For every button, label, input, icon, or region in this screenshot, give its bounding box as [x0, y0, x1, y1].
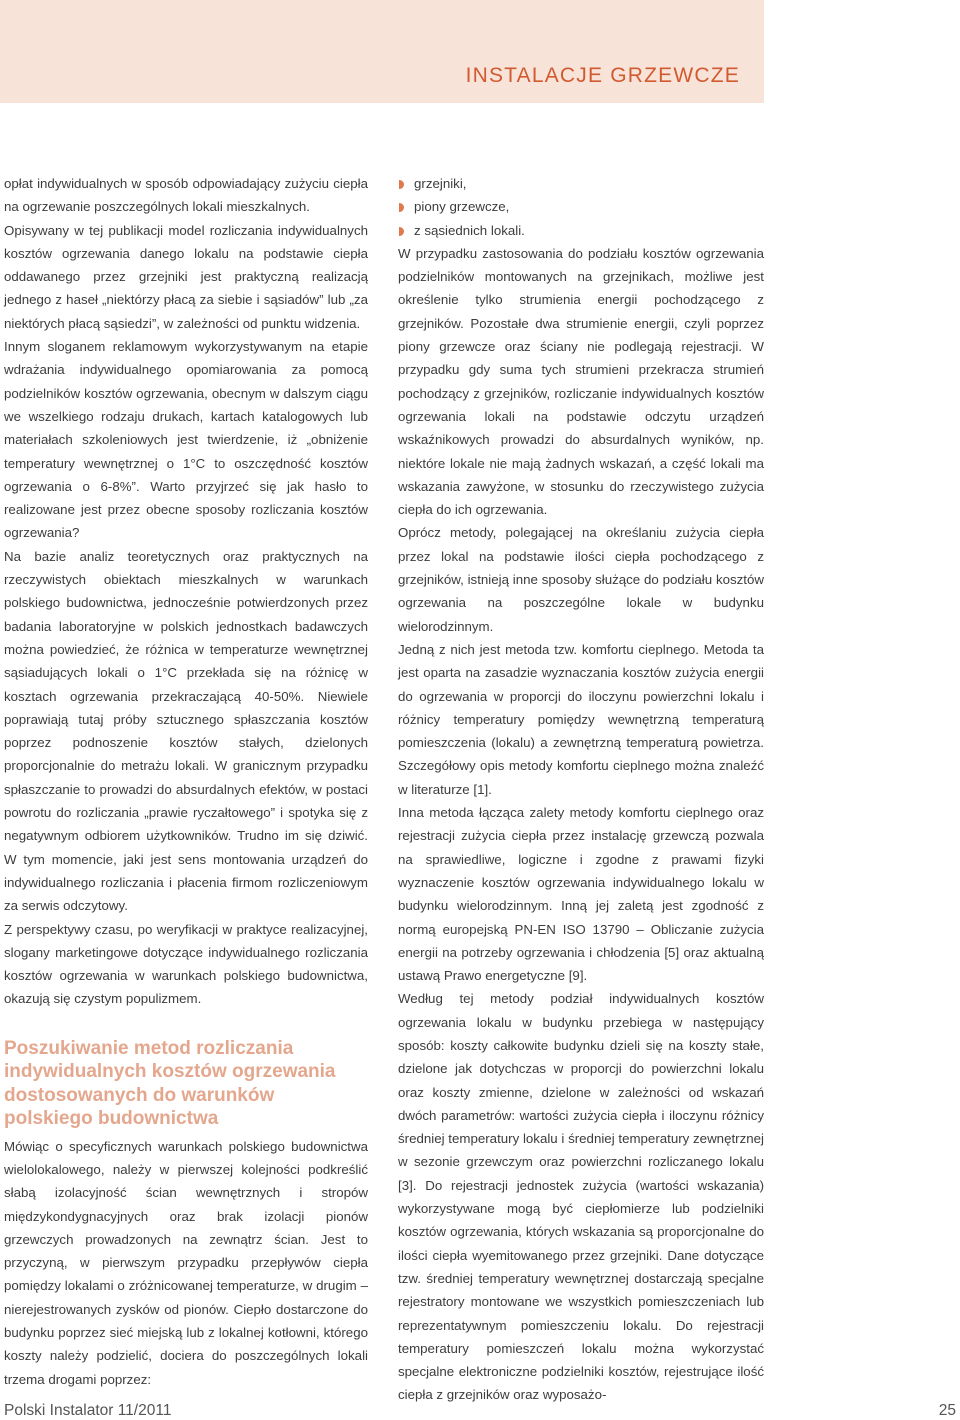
- bullet-icon: [399, 203, 404, 212]
- list-item: [398, 195, 764, 218]
- paragraph: Innym sloganem reklamowym wykorzystywanym na etapie wdrażania indywidualnego opomiarowania za pomocą podzielników kosztów ogrzewania, obecnym w dalszym ciągu we wszelkiego rodzaju drukach, kartach katalogowych lub materiałach szkoleniowych jest twierdzenie, iż „obniżenie temperatury wewnętrznej o 1°C to oszczędność kosztów ogrzewania o 6-8%”. Warto przyjrzeć się jak hasło to realizowane jest przez obecne sposoby rozliczania kosztów ogrzewania?: [4, 339, 368, 541]
- paragraph: Mówiąc o specyficznych warunkach polskiego budownictwa wielolokalowego, należy w pierwszej kolejności podkreślić słabą izolacyjność ścian wewnętrznych i stropów międzykondygnacyjnych oraz brak izolacji pionów grzewczych prowadzonych na zewnątrz ścian. Jest to przyczyną, w pierwszym przypadku przepływów ciepła pomiędzy lokalami o zróżnicowanej temperaturze, w drugim – nierejestrowanych zysków od pionów. Ciepło dostarczone do budynku poprzez sieć miejską lub z lokalnej kotłowni, którego koszty należy podzielić, dociera do poszczególnych lokali trzema drogami poprzez:: [4, 1138, 368, 1387]
- paragraph: Oprócz metody, polegającej na określaniu zużycia ciepła przez lokal na podstawie ilości ciepła pochodzącego z grzejników, istnieją inne sposoby służące do podziału kosztów ogrzewania na poszczególne lokale w budynku wielorodzinnym.: [398, 525, 764, 634]
- left-column: [4, 172, 368, 1391]
- paragraph: Z perspektywy czasu, po weryfikacji w praktyce realizacyjnej, slogany marketingowe dotyczące indywidualnego rozliczania kosztów ogrzewania w warunkach polskiego budownictwa, okazują się czystym populizmem.: [4, 921, 368, 1007]
- list-item: [398, 172, 764, 195]
- right-column: [398, 172, 764, 1407]
- paragraph: Opisywany w tej publikacji model rozliczania indywidualnych kosztów ogrzewania danego lokalu na podstawie ciepła oddawanego przez grzejniki jest praktyczną realizacją jednego z haseł „niektórzy płacą za siebie i sąsiadów” lub „za niektórych płacą sąsiedzi”, w zależności od punktu widzenia.: [4, 222, 368, 331]
- paragraph: Jedną z nich jest metoda tzw. komfortu cieplnego. Metoda ta jest oparta na zasadzie wyznaczania kosztów zużycia energii do ogrzewania w proporcji do iloczynu powierzchni lokalu i różnicy temperatury pomiędzy wewnętrzną temperaturą pomieszczenia (lokalu) a zewnętrzną temperaturą powietrza. Szczegółowy opis metody komfortu cieplnego można znaleźć w literaturze [1].: [398, 641, 764, 797]
- bullet-icon: [399, 227, 404, 236]
- list-item-text: piony grzewcze,: [414, 199, 510, 215]
- page-number: 25: [938, 1402, 956, 1419]
- section-title: INSTALACJE GRZEWCZE: [465, 64, 740, 87]
- bullet-list: [398, 172, 764, 242]
- list-item-text: z sąsiednich lokali.: [414, 222, 525, 238]
- list-item: [398, 219, 764, 242]
- footer-publication: Polski Instalator 11/2011: [4, 1402, 172, 1419]
- bullet-icon: [399, 180, 404, 189]
- paragraph: W przypadku zastosowania do podziału kosztów ogrzewania podzielników montowanych na grzejnikach, możliwe jest określenie tylko strumienia energii pochodzącego z grzejników. Pozostałe dwa strumienie energii, czyli poprzez piony grzewcze oraz ściany nie podlegają rejestracji. W przypadku gdy suma tych strumieni przekracza strumień pochodzący z grzejników, rozliczanie indywidualnych kosztów ogrzewania lokali na podstawie odczytu urządzeń wskaźnikowych prowadzi do absurdalnych wyników, np. niektóre lokale nie mają żadnych wskazań, a część lokali ma wskazania zawyżone, w stosunku do rzeczywistego zużycia ciepła do ich ogrzewania.: [398, 245, 764, 518]
- paragraph: opłat indywidualnych w sposób odpowiadający zużyciu ciepła na ogrzewanie poszczególnych lokali mieszkalnych.: [4, 176, 368, 215]
- header-band: [0, 0, 764, 103]
- paragraph: Na bazie analiz teoretycznych oraz praktycznych na rzeczywistych obiektach mieszkalnych w warunkach polskiego budownictwa, jednocześnie potwierdzonych przez badania laboratoryjne w polskich jednostkach badawczych można powiedzieć, że różnica w temperaturze wewnętrznej sąsiadujących lokali o 1°C przekłada się na różnicę w kosztach ogrzewania przekraczającą 40-50%. Niewiele poprawiają tutaj próby sztucznego spłaszczania kosztów poprzez podnoszenie kosztów stałych, dzielonych proporcjonalnie do metrażu lokali. W granicznym przypadku spłaszczanie to prowadzi do absurdalnych efektów, w postaci powrotu do rozliczania „prawie ryczałtowego” i spotyka się z negatywnym odbiorem użytkowników. Trudno im się dziwić. W tym momencie, jaki jest sens montowania urządzeń do indywidualnego rozliczania i płacenia firmom rozliczeniowym za serwis odczytowy.: [4, 548, 368, 914]
- paragraph: Inna metoda łącząca zalety metody komfortu cieplnego oraz rejestracji zużycia ciepła przez instalację grzewczą pozwala na sprawiedliwe, logiczne i zgodne z prawami fizyki wyznaczenie kosztów ogrzewania indywidualnego lokalu w budynku wielorodzinnym. Inną jej zaletą jest zgodność z normą europejską PN-EN ISO 13790 – Obliczanie zużycia energii na potrzeby ogrzewania i chłodzenia [5] oraz aktualną ustawą Prawo energetyczne [9].: [398, 805, 764, 984]
- paragraph: Według tej metody podział indywidualnych kosztów ogrzewania lokalu w budynku przebiega w następujący sposób: koszty całkowite budynku dzieli się na koszty stałe, dzielone jak dotychczas w proporcji do powierzchni lokalu oraz koszty zmienne, dzielone w zależności od wskazań dwóch parametrów: wartości zużycia ciepła i iloczynu różnicy średniej temperatury lokalu i średniej temperatury zewnętrznej w sezonie grzewczym oraz powierzchni rozliczanego lokalu [3]. Do rejestracji jednostek zużycia (wartości wskazania) wykorzystywane mogą być ciepłomierze lub podzielniki kosztów ogrzewania, których wskazania są proporcjonalne do ilości ciepła wyemitowanego przez grzejniki. Dane dotyczące tzw. średniej temperatury wewnętrznej dostarczają specjalne rejestratory montowane we wszystkich pomieszczeniach lub reprezentatywnym pomieszczeniu lokalu. Do rejestracji temperatury pomieszczeń lokalu można wykorzystać specjalne elektroniczne podzielniki kosztów, rejestrujące ilość ciepła z grzejników oraz wyposażo-: [398, 991, 764, 1403]
- section-heading: Poszukiwanie metod rozliczania indywidualnych kosztów ogrzewania dostosowanych do warunków polskiego budownictwa: [4, 1037, 336, 1130]
- list-item-text: grzejniki,: [414, 176, 467, 191]
